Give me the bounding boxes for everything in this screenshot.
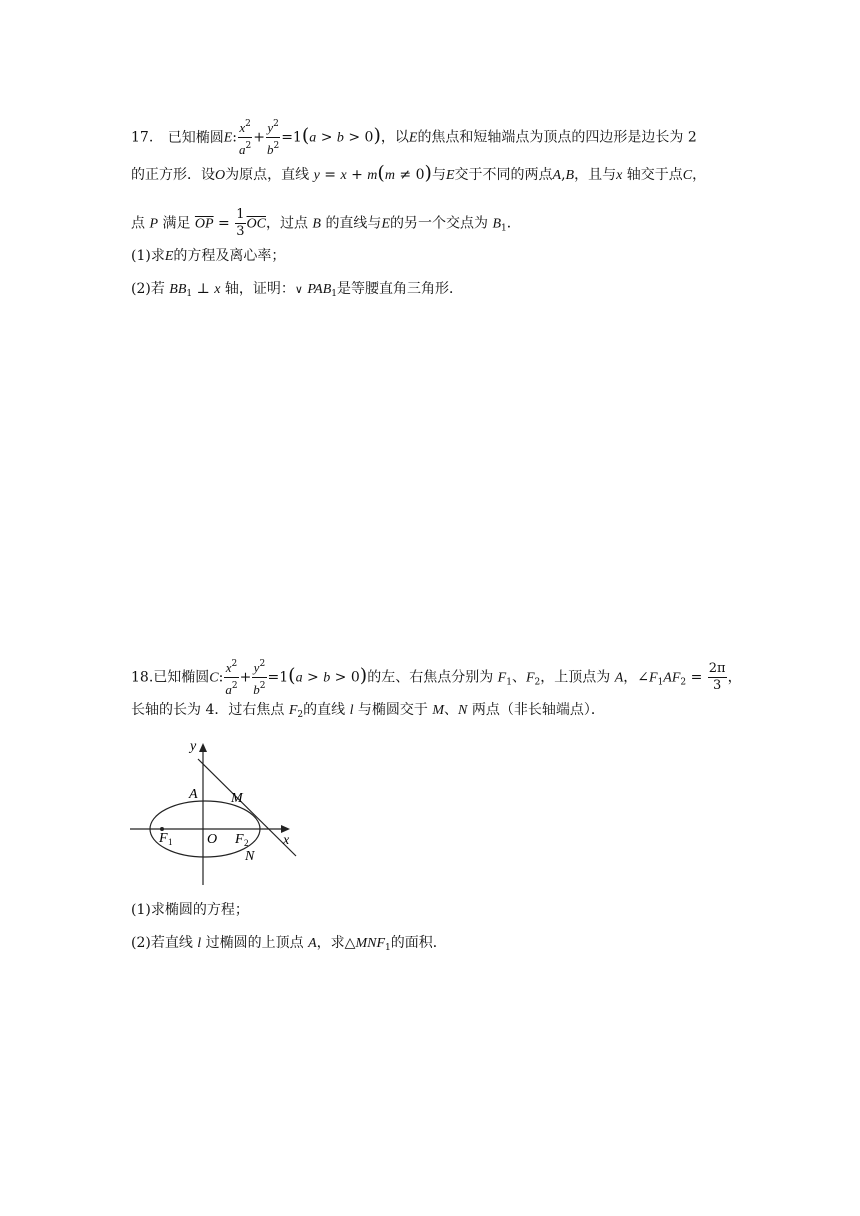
q18-number: 18.	[131, 669, 154, 686]
q17-text-2: ，以	[380, 129, 409, 146]
q17-line-1: 17. 已知椭圆E: $\frac{x^2}{a^2}$ + $\frac{y^2}{b^2}$ =1(a > b > 0)，以E的焦点和短轴端点为顶点的四边形是边长为 2	[131, 116, 697, 159]
q17-text-15: (1)求	[131, 248, 165, 264]
q18-text-9: (2)若直线	[131, 935, 193, 951]
y-axis-arrow	[199, 743, 207, 752]
q17-line-2: 的正方形．设O为原点，直线 y = x + m(m ≠ 0)与E交于不同的两点A,B，且与x 轴交于点C，	[131, 162, 707, 184]
q18-text-11: ，求△	[316, 935, 356, 951]
label-n: N	[245, 849, 255, 864]
q17-line-3: 点 P 满足 $\overline{OP}$ = $\frac{1}{3}$ $\overline{OC}$，过点 B 的直线与E的另一个交点为 $B_1$．	[131, 207, 521, 239]
label-a: A	[189, 787, 198, 802]
q17-text-16: 的方程及离心率；	[173, 248, 286, 264]
q17-text-13: 的直线与	[325, 215, 382, 232]
q17-text-5: 为原点，直线	[225, 167, 310, 183]
q17-text-10: 点	[131, 215, 145, 232]
q17-text-11: 满足	[162, 215, 191, 232]
label-f2-sub: 2	[244, 838, 249, 848]
q17-text-4: 的正方形．设	[131, 167, 215, 183]
q18-text-10: 过椭圆的上顶点	[205, 935, 304, 951]
x-axis-arrow	[281, 825, 290, 833]
q17-text-7: 交于不同的两点	[454, 167, 553, 183]
label-f1-sub: 1	[168, 837, 173, 847]
ellipse-figure	[128, 735, 306, 887]
label-y: y	[190, 739, 197, 754]
label-f1: F	[159, 831, 168, 846]
q18-text-4: 长轴的长为 4．过右焦点	[131, 702, 285, 718]
q17-text-3: 的焦点和短轴端点为顶点的四边形是边长为 2	[417, 129, 697, 146]
q18-text-6: 与椭圆交于	[357, 702, 428, 718]
q17-number: 17.	[131, 129, 154, 146]
q18-text-3: ，上顶点为	[540, 669, 611, 686]
label-o: O	[207, 832, 218, 847]
q18-text-8: (1)求椭圆的方程；	[131, 902, 249, 918]
q18-part-2: (2)若直线 l 过椭圆的上顶点 A，求$\triangle MNF_1$的面积．	[131, 935, 447, 953]
q18-part-1	[131, 900, 249, 920]
q18-text-1: 已知椭圆	[153, 669, 210, 686]
q17-text-12: ，过点	[265, 215, 308, 232]
q18-text-12: 的面积．	[390, 935, 447, 951]
label-x: x	[283, 833, 290, 848]
q17-part-1: (1)求E的方程及离心率；	[131, 248, 286, 264]
q17-text-6: 与	[431, 167, 446, 183]
q17-text-8: ，且与	[574, 167, 617, 183]
label-m: M	[231, 791, 243, 806]
q18-text-5: 的直线	[303, 702, 346, 718]
q18-line-1: 18.已知椭圆C: $\frac{x^2}{a^2}$ + $\frac{y^2}{b^2}$ =1(a > b > 0)的左、右焦点分别为 $F_1$、$F_2$，上顶点为 A，$\angle F_1AF_2$ = $\frac{2\pi}{3}$ ，	[131, 656, 742, 699]
q17-text-17: (2)若	[131, 281, 165, 297]
q17-text-1: 已知椭圆	[167, 129, 224, 146]
q17-text-9: 轴交于点	[626, 167, 683, 183]
q17-text-18: 轴，证明：	[224, 281, 295, 297]
q17-part-2: (2)若 $BB_1$ ⊥ x 轴，证明：∨ $PAB_1$是等腰直角三角形．	[131, 281, 463, 299]
q17-text-19: 是等腰直角三角形．	[337, 281, 463, 297]
q18-line-2: 长轴的长为 4．过右焦点 $F_2$的直线 l 与椭圆交于 M、N 两点（非长轴端点）．	[131, 702, 605, 720]
q18-text-2: 的左、右焦点分别为	[367, 669, 494, 686]
q18-text-7: 两点（非长轴端点）．	[471, 702, 605, 718]
q17-text-14: 的另一个交点为	[390, 215, 488, 232]
label-f2: F	[235, 832, 244, 847]
